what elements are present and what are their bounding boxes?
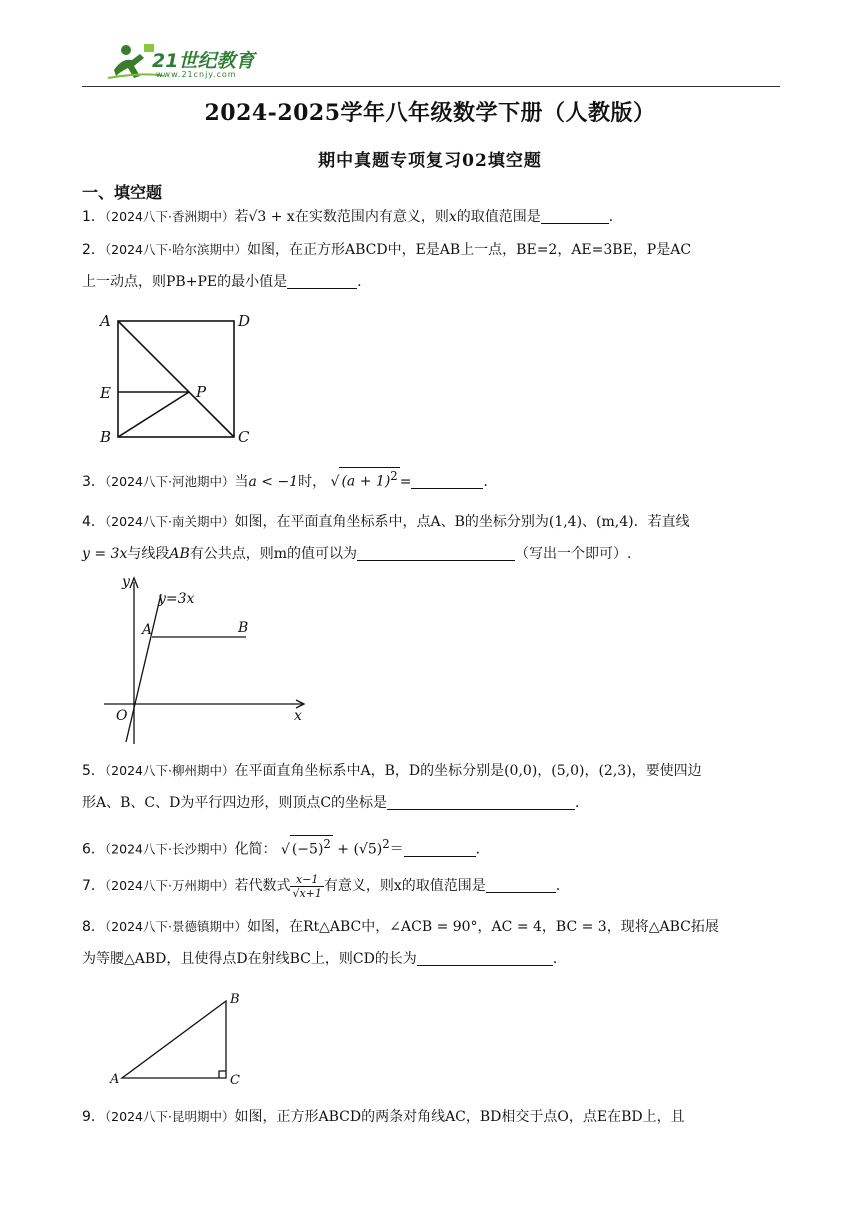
- question-text: 若代数式: [234, 878, 291, 894]
- label-b: B: [238, 620, 249, 636]
- answer-blank[interactable]: [486, 876, 556, 893]
- question-source: （2024八下·长沙期中）: [104, 841, 235, 857]
- question-number: 2．: [82, 242, 105, 258]
- question-text: 形A、B、C、D为平行四边形，则顶点C的坐标是: [82, 795, 388, 811]
- math-variable: x: [448, 209, 457, 225]
- section-heading: 一、填空题: [82, 183, 163, 202]
- math-variable: AB: [169, 546, 190, 562]
- question-text: 如图，正方形ABCD的两条对角线AC，BD相交于点O，点E在BD上，且: [234, 1109, 685, 1125]
- question-source: （2024八下·香洲期中）: [104, 209, 235, 224]
- answer-blank[interactable]: [287, 272, 357, 289]
- label-y-axis: y: [122, 574, 130, 590]
- question-5: [82, 755, 782, 819]
- question-text: 在平面直角坐标系中A，B，D的坐标分别是(0,0)，(5,0)，(2,3)，要使四边: [234, 763, 702, 779]
- label-origin: O: [116, 708, 128, 724]
- question-number: 5．: [82, 763, 105, 779]
- question-source: （2024八下·柳州期中）: [104, 763, 235, 778]
- label-d: D: [238, 312, 251, 330]
- fraction-denominator: √x+1: [292, 886, 322, 900]
- figure-right-triangle: [100, 985, 260, 1090]
- question-8: [82, 911, 782, 975]
- logo-text: 21世纪教育: [152, 50, 255, 72]
- question-text: 当: [234, 474, 249, 490]
- question-number: 7．: [82, 878, 105, 894]
- plus-sign: +: [332, 841, 354, 858]
- question-text: ．: [555, 878, 570, 894]
- question-text: 若: [234, 209, 249, 225]
- question-7: [82, 870, 782, 902]
- question-text: ．: [483, 474, 498, 490]
- right-angle-marker: [219, 1071, 226, 1078]
- question-source: （2024八下·万州期中）: [104, 878, 235, 893]
- question-text: 如图，在Rt△ABC中，∠ACB = 90°，AC = 4，BC = 3，现将△ABC拓展: [246, 919, 719, 935]
- answer-blank[interactable]: [411, 472, 483, 489]
- question-1: [82, 201, 782, 233]
- question-text: 在实数范围内有意义，则: [294, 209, 449, 225]
- question-number: 1．: [82, 209, 105, 225]
- question-text: ．: [475, 841, 490, 858]
- question-text: （写出一个即可）.: [515, 546, 632, 562]
- answer-blank[interactable]: [541, 207, 609, 224]
- fraction: [290, 873, 323, 900]
- page-title: 2024-2025学年八年级数学下册（人教版）: [204, 100, 656, 126]
- sqrt-expression: √ $(-5)^2$: [280, 837, 331, 858]
- question-number: 9．: [82, 1109, 105, 1125]
- question-2: [82, 234, 782, 298]
- label-x-axis: x: [294, 708, 302, 724]
- equals-sign: =: [399, 474, 412, 490]
- label-a: A: [100, 312, 111, 330]
- question-source: （2024八下·河池期中）: [104, 474, 235, 489]
- question-4: [82, 506, 782, 570]
- equals-sign: ＝: [389, 841, 404, 858]
- question-text: 有意义，则x的取值范围是: [323, 878, 486, 894]
- logo-url: www.21cnjy.com: [156, 70, 237, 79]
- label-c: C: [230, 1073, 240, 1088]
- math-expression: (√5): [353, 841, 383, 858]
- label-line: y=3x: [158, 591, 195, 607]
- question-3: [82, 466, 782, 498]
- header-rule: [82, 86, 780, 87]
- answer-blank[interactable]: [387, 793, 575, 810]
- exponent: 2: [323, 837, 331, 851]
- exponent: 2: [382, 837, 390, 851]
- question-text: 如图，在正方形ABCD中，E是AB上一点，BE=2，AE=3BE，P是AC: [246, 242, 692, 258]
- question-number: 6．: [82, 841, 105, 858]
- question-text: 与线段: [127, 546, 170, 562]
- answer-blank[interactable]: [417, 949, 553, 966]
- question-text: ．: [357, 274, 372, 290]
- question-source: （2024八下·景德镇期中）: [104, 919, 247, 934]
- diagonal-ac: [118, 321, 234, 437]
- page-subtitle: 期中真题专项复习02填空题: [318, 151, 542, 171]
- triangle-abc: [122, 1001, 226, 1078]
- question-text: 为等腰△ABD，且使得点D在射线BC上，则CD的长为: [82, 951, 417, 967]
- question-text: 如图，在平面直角坐标系中，点A、B的坐标分别为(1,4)、(m,4)．若直线: [234, 514, 690, 530]
- question-9: [82, 1101, 782, 1133]
- label-b: B: [100, 428, 112, 446]
- figure-coordinate-plane: [96, 570, 316, 750]
- math-expression: y = 3x: [82, 546, 128, 562]
- question-number: 8．: [82, 919, 105, 935]
- math-expression: (a + 1): [341, 474, 391, 490]
- question-number: 4．: [82, 514, 105, 530]
- exponent: 2: [390, 469, 398, 484]
- segment-bp: [118, 392, 189, 437]
- math-expression: (−5): [291, 841, 324, 858]
- question-source: （2024八下·昆明期中）: [104, 1109, 235, 1124]
- question-text: 时，: [298, 474, 327, 490]
- answer-blank[interactable]: [357, 544, 515, 561]
- fraction-numerator: x−1: [290, 873, 323, 887]
- question-text: 的取值范围是: [456, 209, 541, 225]
- label-a: A: [110, 1072, 120, 1087]
- figure-square-abcd: [96, 308, 266, 448]
- math-expression: √3 + x: [248, 209, 295, 225]
- label-c: C: [238, 428, 250, 446]
- label-a: A: [142, 622, 153, 638]
- label-b: B: [230, 992, 240, 1007]
- line-y-3x: [126, 594, 161, 742]
- question-text: ．: [552, 951, 567, 967]
- answer-blank[interactable]: [404, 840, 476, 857]
- label-p: P: [196, 383, 207, 401]
- question-source: （2024八下·哈尔滨期中）: [104, 242, 247, 257]
- logo: [104, 40, 284, 84]
- question-text: 上一动点，则PB+PE的最小值是: [82, 274, 288, 290]
- question-text: ．: [575, 795, 590, 811]
- question-source: （2024八下·南关期中）: [104, 514, 235, 529]
- question-text: ．: [608, 209, 623, 225]
- question-text: 化简：: [234, 841, 277, 858]
- sqrt-expression: √ $(a + 1)^2$: [330, 469, 398, 490]
- question-number: 3．: [82, 474, 105, 490]
- question-text: 有公共点，则m的值可以为: [189, 546, 358, 562]
- math-expression: a < −1: [248, 474, 299, 490]
- label-e: E: [100, 384, 111, 402]
- question-6: [82, 828, 782, 866]
